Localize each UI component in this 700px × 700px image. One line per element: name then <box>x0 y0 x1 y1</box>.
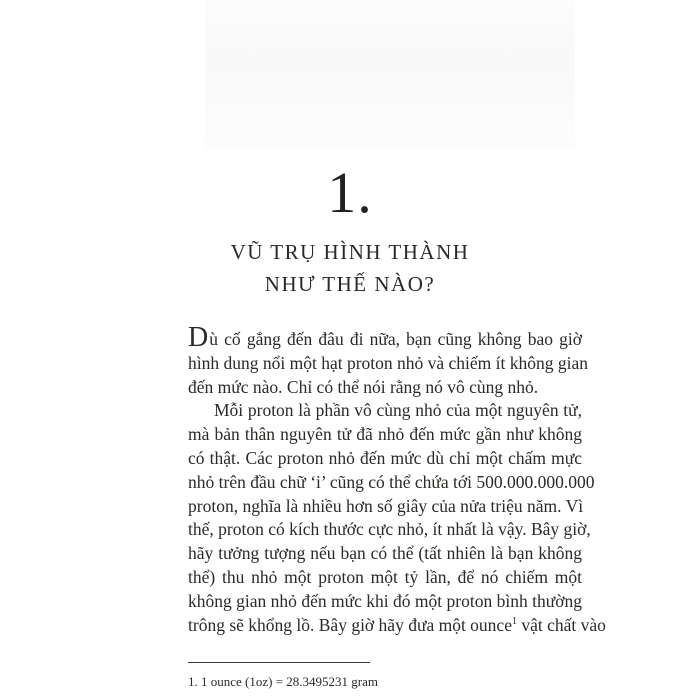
paragraph-line: có thật. Các proton nhỏ đến mức dù chỉ một chấm mực <box>188 447 582 468</box>
paragraph-line <box>188 614 606 638</box>
body-text <box>188 322 606 637</box>
paragraph-line: nhỏ trên đầu chữ ‘i’ cũng có thể chứa tới 500.000.000.000 <box>188 471 595 492</box>
paragraph-line: thể) thu nhỏ một proton một tỷ lần, để nó chiếm một <box>188 566 582 587</box>
footnote-reference[interactable]: 1 <box>511 615 517 627</box>
paragraph-line: hãy tưởng tượng nếu bạn có thể (tất nhiên là bạn không <box>188 543 582 564</box>
paragraph-line: Mỗi proton là phần vô cùng nhỏ của một nguyên tử, <box>214 400 582 421</box>
chapter-title-line-2: NHƯ THẾ NÀO? <box>264 272 436 296</box>
paragraph-line-text: trông sẽ khổng lồ. Bây giờ hãy đưa một ounce <box>188 614 512 635</box>
chapter-title <box>0 236 700 300</box>
chapter-number: 1. <box>327 160 373 225</box>
drop-cap: D <box>188 322 209 353</box>
paragraph-line: proton, nghĩa là nhiều hơn số giây của nửa triệu năm. Vì <box>188 495 584 516</box>
paragraph-line <box>188 322 582 353</box>
paragraph-line-text: ù cố gắng đến đâu đi nữa, bạn cũng không bao giờ <box>209 329 582 349</box>
footnote: 1. 1 ounce (1oz) = 28.3495231 gram <box>188 674 379 689</box>
page-bleed-through <box>205 0 575 150</box>
chapter-title-line-1: VŨ TRỤ HÌNH THÀNH <box>230 240 470 264</box>
paragraph-1 <box>188 322 589 399</box>
paragraph-line: không gian nhỏ đến mức khi đó một proton bình thường <box>188 590 582 611</box>
paragraph-line: hình dung nổi một hạt proton nhỏ và chiếm ít không gian <box>188 352 589 373</box>
footnote-divider <box>188 662 370 663</box>
paragraph-line: đến mức nào. Chỉ có thể nói rằng nó vô cùng nhỏ. <box>188 376 539 397</box>
paragraph-line: mà bản thân nguyên tử đã nhỏ đến mức gần như không <box>188 424 582 445</box>
paragraph-line: thế, proton có kích thước cực nhỏ, ít nhất là vậy. Bây giờ, <box>188 519 591 540</box>
paragraph-line-text: vật chất vào <box>516 614 606 635</box>
paragraph-2 <box>188 399 606 637</box>
